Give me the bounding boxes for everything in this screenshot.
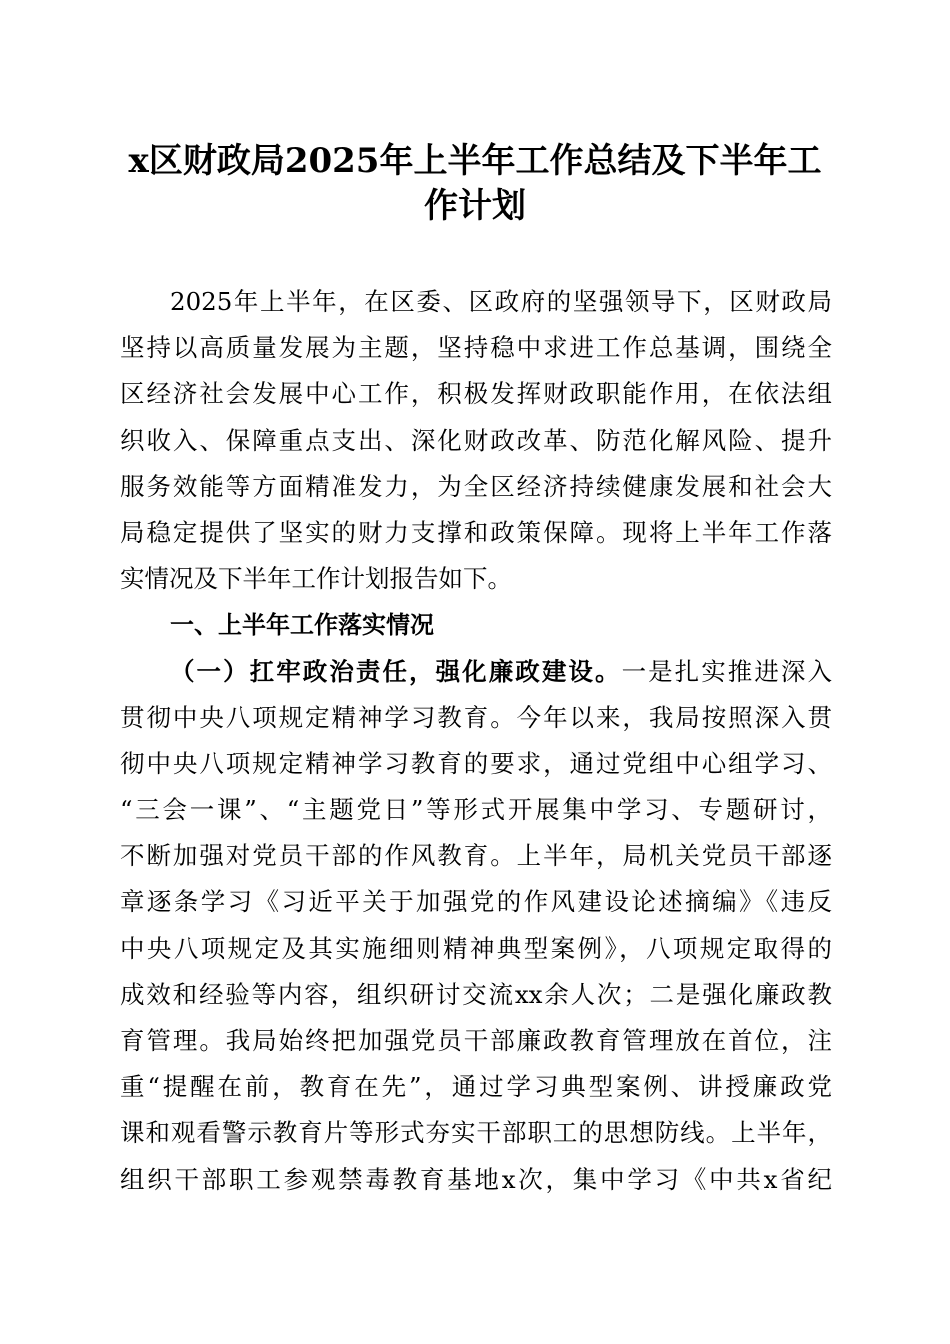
document-title-line-1: x区财政局2025年上半年工作总结及下半年工 [128, 141, 822, 181]
intro-line: 2025年上半年，在区委、区政府的坚强领导下，区财政局 [170, 287, 832, 316]
intro-line: 织收入、保障重点支出、深化财政改革、防范化解风险、提升 [120, 425, 832, 455]
intro-line: 坚持以高质量发展为主题，坚持稳中求进工作总基调，围绕全 [120, 333, 832, 363]
body-line: 彻中央八项规定精神学习教育的要求，通过党组中心组学习、 [120, 748, 832, 778]
intro-line: 实情况及下半年工作计划报告如下。 [120, 564, 512, 594]
document-title-line-2: 作计划 [424, 186, 526, 226]
intro-line: 服务效能等方面精准发力，为全区经济持续健康发展和社会大 [120, 471, 832, 501]
body-line: 成效和经验等内容，组织研讨交流xx余人次；二是强化廉政教 [120, 979, 832, 1009]
section-heading: 一、上半年工作落实情况 [170, 611, 434, 640]
body-line: 贯彻中央八项规定精神学习教育。今年以来，我局按照深入贯 [120, 702, 832, 732]
intro-line: 局稳定提供了坚实的财力支撑和政策保障。现将上半年工作落 [120, 517, 832, 547]
subsection-first-line-text: 一是扎实推进深入 [621, 656, 832, 686]
body-line: 中央八项规定及其实施细则精神典型案例》，八项规定取得的 [120, 933, 832, 963]
body-line: 组织干部职工参观禁毒教育基地x次，集中学习《中共x省纪 [120, 1164, 832, 1194]
body-line: 章逐条学习《习近平关于加强党的作风建设论述摘编》《违反 [120, 887, 832, 917]
document-body [120, 279, 832, 1203]
body-line: 育管理。我局始终把加强党员干部廉政教育管理放在首位，注 [120, 1026, 832, 1055]
intro-line: 区经济社会发展中心工作，积极发挥财政职能作用，在依法组 [120, 379, 832, 409]
body-line: 重“提醒在前，教育在先”，通过学习典型案例、讲授廉政党 [120, 1072, 832, 1102]
subsection-heading: （一）扛牢政治责任，强化廉政建设。 [170, 656, 622, 686]
subsection-first-line [120, 649, 832, 695]
body-line: “三会一课”、“主题党日”等形式开展集中学习、专题研讨， [120, 795, 832, 825]
body-line: 不断加强对党员干部的作风教育。上半年，局机关党员干部逐 [120, 841, 832, 871]
body-line: 课和观看警示教育片等形式夯实干部职工的思想防线。上半年， [120, 1118, 832, 1148]
